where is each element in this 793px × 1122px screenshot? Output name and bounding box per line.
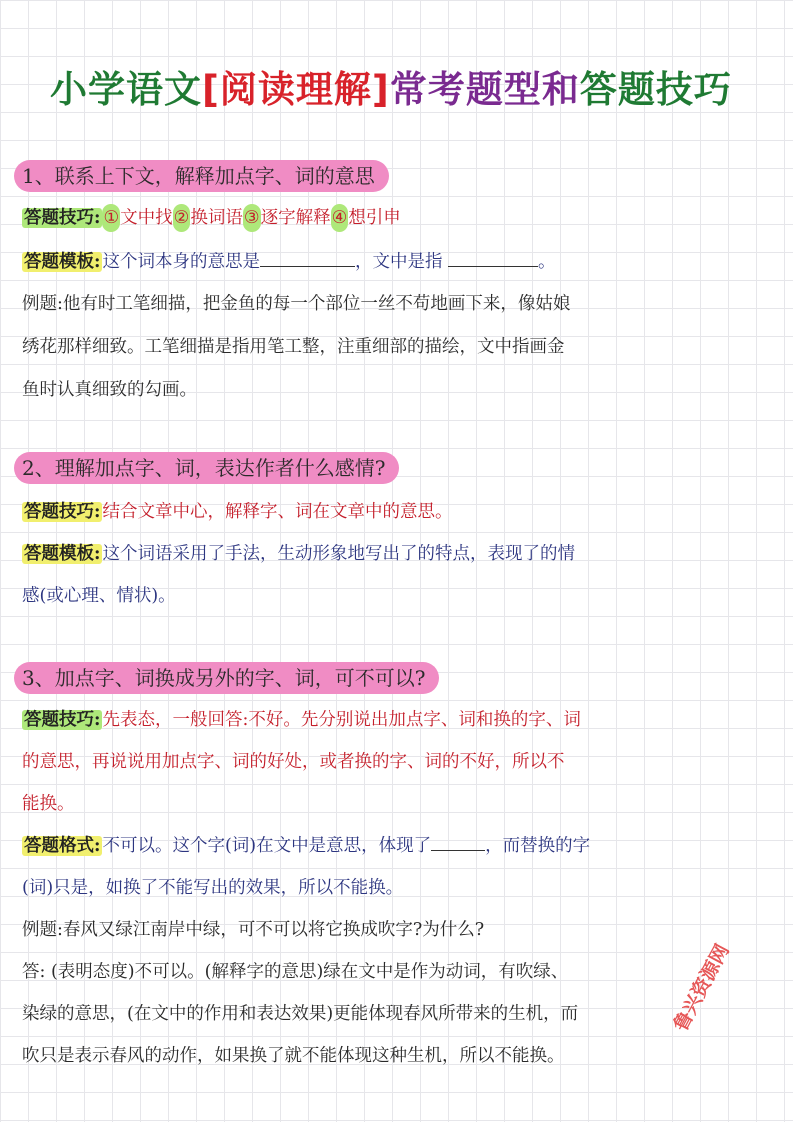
section-1-example-line-1 — [22, 290, 772, 318]
template-label: 答题模板: — [24, 252, 101, 272]
section-3-format-line-2: (词)只是，如换了不能写出的效果，所以不能换。 — [22, 878, 404, 898]
blank-line — [448, 249, 538, 267]
section-3-heading: 3、加点字、词换成另外的字、词，可不可以? — [14, 662, 439, 694]
tip-text: 先表态，一般回答:不好。先分别说出加点字、词和换的字、词 — [102, 710, 581, 730]
section-2-template-line-1 — [22, 540, 772, 568]
format-text: 不可以。这个字(词)在文中是意思，体现了 — [102, 836, 432, 856]
section-1-template — [22, 248, 772, 276]
number-badge: ② — [173, 204, 191, 232]
tip-item: 文中找 — [120, 208, 173, 228]
title-part-2: [阅读理解] — [202, 68, 390, 111]
page-title — [50, 62, 770, 118]
tip-item: 换词语 — [190, 208, 243, 228]
example-text: 他有时工笔细描，把金鱼的每一个部位一丝不苟地画下来，像姑娘 — [62, 294, 571, 314]
format-label: 答题格式: — [24, 836, 101, 856]
number-badge: ① — [102, 204, 120, 232]
template-text: ，文中是指 — [354, 252, 443, 272]
section-1-tips — [22, 204, 772, 232]
section-3-tips-line-2: 的意思，再说说用加点字、词的好处，或者换的字、词的不好，所以不 — [22, 752, 565, 772]
section-3-example — [22, 916, 772, 944]
answer-text: (表明态度)不可以。(解释字的意思)绿在文中是作为动词，有吹绿、 — [50, 962, 569, 982]
title-part-3: 常考题型和 — [389, 68, 580, 111]
template-text: 这个词本身的意思是 — [102, 252, 260, 272]
tip-text: 结合文章中心，解释字、词在文章中的意思。 — [102, 502, 453, 522]
template-text: 。 — [538, 252, 556, 272]
section-3-answer-line-2: 染绿的意思，(在文中的作用和表达效果)更能体现春风所带来的生机，而 — [22, 1004, 579, 1024]
tip-item: 想引申 — [348, 208, 401, 228]
section-1-heading: 1、联系上下文，解释加点字、词的意思 — [14, 160, 389, 192]
blank-line — [431, 833, 485, 851]
section-3-answer-line-3: 吹只是表示春风的动作，如果换了就不能体现这种生机，所以不能换。 — [22, 1046, 565, 1066]
section-1-example-line-3: 鱼时认真细致的勾画。 — [22, 380, 197, 400]
section-2-tips — [22, 498, 772, 526]
section-3-tips-line-3: 能换。 — [22, 794, 75, 814]
answer-label: 答: — [22, 962, 46, 982]
tip-label: 答题技巧: — [24, 710, 101, 730]
section-2-heading: 2、理解加点字、词，表达作者什么感情? — [14, 452, 399, 484]
title-part-4: 答题技巧 — [579, 68, 732, 111]
template-text: 这个词语采用了手法，生动形象地写出了的特点，表现了的情 — [102, 544, 575, 564]
title-part-1: 小学语文 — [50, 68, 202, 111]
number-badge: ③ — [243, 204, 261, 232]
section-3-answer-line-1 — [22, 958, 772, 986]
number-badge: ④ — [331, 204, 349, 232]
section-3-tips-line-1 — [22, 706, 772, 734]
section-2-template-line-2: 感(或心理、情状)。 — [22, 586, 176, 606]
tip-label: 答题技巧: — [24, 502, 101, 522]
example-label: 例题: — [22, 920, 63, 940]
section-1-example-line-2: 绣花那样细致。工笔细描是指用笔工整，注重细部的描绘，文中指画金 — [22, 337, 565, 357]
tip-item: 逐字解释 — [260, 208, 331, 228]
blank-line — [260, 249, 355, 267]
format-text: ，而替换的字 — [485, 836, 591, 856]
section-3-format-line-1 — [22, 832, 772, 860]
example-text: 春风又绿江南岸中绿，可不可以将它换成吹字?为什么? — [62, 920, 485, 940]
tip-label: 答题技巧: — [24, 208, 101, 228]
template-label: 答题模板: — [24, 544, 101, 564]
example-label: 例题: — [22, 294, 63, 314]
watermark: 鲁兴资源网 — [669, 940, 734, 1035]
